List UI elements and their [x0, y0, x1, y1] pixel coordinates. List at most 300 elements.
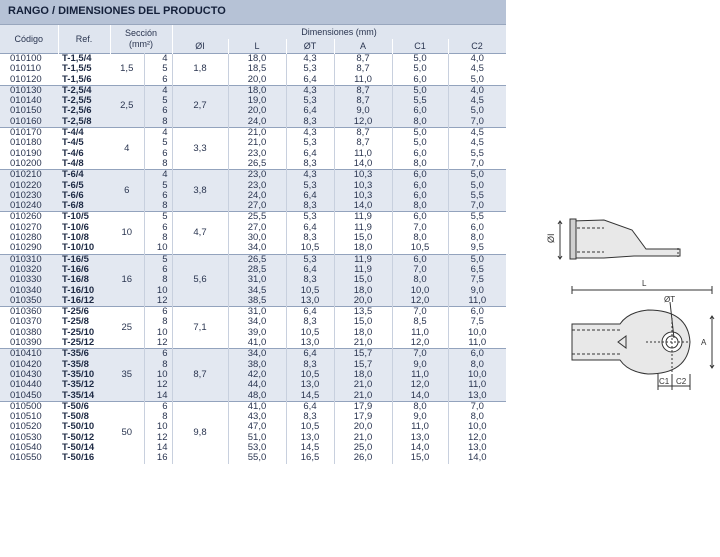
c1-cell: 8,0 — [392, 401, 448, 412]
section-cell: 35 — [110, 349, 144, 401]
l-cell: 34,0 — [228, 243, 286, 254]
section-cell: 1,5 — [110, 54, 144, 86]
sub-section-cell: 6 — [144, 401, 172, 412]
ref-cell: T-4/8 — [58, 159, 110, 170]
section-group — [0, 128, 506, 170]
t-cell: 6,4 — [286, 265, 334, 275]
table-row — [0, 401, 506, 412]
sub-section-cell: 10 — [144, 243, 172, 254]
sub-section-cell: 5 — [144, 64, 172, 74]
t-cell: 4,3 — [286, 128, 334, 139]
ref-cell: T-35/10 — [58, 370, 110, 380]
c2-cell: 7,0 — [448, 117, 506, 128]
table-row — [0, 223, 506, 233]
sub-section-cell: 6 — [144, 191, 172, 201]
code-cell: 010200 — [0, 159, 58, 170]
sub-section-cell: 6 — [144, 223, 172, 233]
l-cell: 26,5 — [228, 159, 286, 170]
length-label: L — [642, 279, 647, 288]
ref-cell: T-6/4 — [58, 170, 110, 181]
t-cell: 14,5 — [286, 443, 334, 453]
ref-cell: T-2,5/4 — [58, 85, 110, 96]
code-cell: 010370 — [0, 317, 58, 327]
l-cell: 24,0 — [228, 191, 286, 201]
c2-cell: 4,5 — [448, 96, 506, 106]
table-row — [0, 159, 506, 170]
ref-cell: T-10/10 — [58, 243, 110, 254]
table-row — [0, 138, 506, 148]
sub-section-cell: 8 — [144, 159, 172, 170]
t-cell: 8,3 — [286, 117, 334, 128]
c2-cell: 7,0 — [448, 201, 506, 212]
c1-cell: 6,0 — [392, 254, 448, 265]
t-cell: 14,5 — [286, 391, 334, 402]
sub-section-cell: 4 — [144, 54, 172, 65]
code-cell: 010240 — [0, 201, 58, 212]
section-cell: 10 — [110, 212, 144, 254]
l-cell: 55,0 — [228, 453, 286, 463]
code-cell: 010350 — [0, 296, 58, 307]
c2-cell: 7,0 — [448, 159, 506, 170]
c1-cell: 6,0 — [392, 75, 448, 86]
phi-i-cell: 2,7 — [172, 85, 228, 127]
c1-label: C1 — [659, 377, 670, 386]
code-cell: 010550 — [0, 453, 58, 463]
c2-cell: 11,0 — [448, 296, 506, 307]
c1-cell: 7,0 — [392, 349, 448, 360]
l-cell: 23,0 — [228, 149, 286, 159]
c1-cell: 6,0 — [392, 170, 448, 181]
sub-section-cell: 5 — [144, 138, 172, 148]
l-cell: 21,0 — [228, 128, 286, 139]
sub-section-cell: 5 — [144, 212, 172, 223]
c1-cell: 8,0 — [392, 201, 448, 212]
section-group — [0, 85, 506, 127]
code-cell: 010430 — [0, 370, 58, 380]
a-cell: 21,0 — [334, 338, 392, 349]
table-row — [0, 170, 506, 181]
t-cell: 13,0 — [286, 296, 334, 307]
t-cell: 13,0 — [286, 380, 334, 390]
c1-cell: 5,0 — [392, 54, 448, 65]
col-header-a: A — [334, 39, 392, 54]
phi-i-cell: 7,1 — [172, 307, 228, 349]
sub-section-cell: 12 — [144, 296, 172, 307]
ref-cell: T-1,5/6 — [58, 75, 110, 86]
code-cell: 010210 — [0, 170, 58, 181]
c1-cell: 5,5 — [392, 96, 448, 106]
code-cell: 010450 — [0, 391, 58, 402]
c2-cell: 4,5 — [448, 64, 506, 74]
l-cell: 41,0 — [228, 338, 286, 349]
table-row — [0, 191, 506, 201]
c1-cell: 9,0 — [392, 360, 448, 370]
a-cell: 10,3 — [334, 170, 392, 181]
c1-cell: 7,0 — [392, 223, 448, 233]
section-cell: 25 — [110, 307, 144, 349]
table-row — [0, 360, 506, 370]
code-cell: 010310 — [0, 254, 58, 265]
c1-cell: 5,0 — [392, 64, 448, 74]
table-row — [0, 317, 506, 327]
sub-section-cell: 14 — [144, 443, 172, 453]
l-cell: 18,0 — [228, 85, 286, 96]
a-cell: 13,5 — [334, 307, 392, 318]
table-row — [0, 149, 506, 159]
c2-cell: 4,0 — [448, 85, 506, 96]
c1-cell: 10,5 — [392, 243, 448, 254]
sub-section-cell: 8 — [144, 317, 172, 327]
t-cell: 10,5 — [286, 422, 334, 432]
l-cell: 31,0 — [228, 275, 286, 285]
ref-cell: T-16/5 — [58, 254, 110, 265]
table-row — [0, 422, 506, 432]
table-row — [0, 453, 506, 463]
c1-cell: 14,0 — [392, 391, 448, 402]
ref-cell: T-50/8 — [58, 412, 110, 422]
a-cell: 11,9 — [334, 265, 392, 275]
table-row — [0, 433, 506, 443]
table-row — [0, 307, 506, 318]
c1-cell: 14,0 — [392, 443, 448, 453]
c1-cell: 5,0 — [392, 128, 448, 139]
c2-cell: 6,0 — [448, 223, 506, 233]
phi-i-cell: 8,7 — [172, 349, 228, 401]
code-cell: 010330 — [0, 275, 58, 285]
l-cell: 44,0 — [228, 380, 286, 390]
a-cell: 18,0 — [334, 286, 392, 296]
c2-cell: 10,0 — [448, 370, 506, 380]
terminal-top-view-diagram — [558, 272, 720, 400]
code-cell: 010390 — [0, 338, 58, 349]
l-cell: 42,0 — [228, 370, 286, 380]
c2-cell: 8,0 — [448, 412, 506, 422]
c1-cell: 5,0 — [392, 85, 448, 96]
c2-cell: 13,0 — [448, 443, 506, 453]
a-cell: 8,7 — [334, 64, 392, 74]
col-header-codigo: Código — [0, 25, 58, 54]
ref-cell: T-50/12 — [58, 433, 110, 443]
c2-cell: 7,5 — [448, 275, 506, 285]
seccion-label: Sección — [124, 28, 158, 38]
l-cell: 18,5 — [228, 64, 286, 74]
a-cell: 8,7 — [334, 138, 392, 148]
c1-cell: 11,0 — [392, 328, 448, 338]
c2-cell: 5,5 — [448, 191, 506, 201]
c1-cell: 8,0 — [392, 275, 448, 285]
width-label: A — [701, 338, 707, 347]
sub-section-cell: 10 — [144, 422, 172, 432]
l-cell: 18,0 — [228, 54, 286, 65]
section-group — [0, 401, 506, 463]
c2-cell: 12,0 — [448, 433, 506, 443]
a-cell: 18,0 — [334, 243, 392, 254]
section-cell: 50 — [110, 401, 144, 463]
a-cell: 15,7 — [334, 349, 392, 360]
section-cell: 16 — [110, 254, 144, 306]
sub-section-cell: 8 — [144, 233, 172, 243]
ref-cell: T-16/8 — [58, 275, 110, 285]
c2-cell: 8,0 — [448, 360, 506, 370]
a-cell: 11,9 — [334, 254, 392, 265]
l-cell: 23,0 — [228, 181, 286, 191]
l-cell: 38,0 — [228, 360, 286, 370]
a-cell: 25,0 — [334, 443, 392, 453]
ref-cell: T-4/6 — [58, 149, 110, 159]
l-cell: 20,0 — [228, 75, 286, 86]
code-cell: 010140 — [0, 96, 58, 106]
ref-cell: T-35/12 — [58, 380, 110, 390]
phi-i-cell: 3,3 — [172, 128, 228, 170]
l-cell: 26,5 — [228, 254, 286, 265]
l-cell: 38,5 — [228, 296, 286, 307]
a-cell: 18,0 — [334, 328, 392, 338]
table-row — [0, 243, 506, 254]
a-cell: 20,0 — [334, 422, 392, 432]
l-cell: 27,0 — [228, 223, 286, 233]
a-cell: 20,0 — [334, 296, 392, 307]
t-cell: 10,5 — [286, 328, 334, 338]
t-cell: 5,3 — [286, 254, 334, 265]
table-row — [0, 64, 506, 74]
section-group — [0, 170, 506, 212]
t-cell: 6,4 — [286, 191, 334, 201]
code-cell: 010150 — [0, 106, 58, 116]
code-cell: 010180 — [0, 138, 58, 148]
c2-cell: 11,0 — [448, 338, 506, 349]
ref-cell: T-50/6 — [58, 401, 110, 412]
a-cell: 11,9 — [334, 223, 392, 233]
l-cell: 53,0 — [228, 443, 286, 453]
c2-cell: 4,5 — [448, 138, 506, 148]
table-row — [0, 443, 506, 453]
ref-cell: T-2,5/5 — [58, 96, 110, 106]
c1-cell: 6,0 — [392, 149, 448, 159]
a-cell: 11,0 — [334, 149, 392, 159]
c2-cell: 8,0 — [448, 233, 506, 243]
table-row — [0, 328, 506, 338]
c2-cell: 14,0 — [448, 453, 506, 463]
c1-cell: 11,0 — [392, 370, 448, 380]
table-row — [0, 181, 506, 191]
t-cell: 10,5 — [286, 370, 334, 380]
l-cell: 41,0 — [228, 401, 286, 412]
table-row — [0, 96, 506, 106]
col-header-t: ØT — [286, 39, 334, 54]
t-cell: 13,0 — [286, 338, 334, 349]
a-cell: 21,0 — [334, 391, 392, 402]
t-cell: 10,5 — [286, 243, 334, 254]
t-cell: 16,5 — [286, 453, 334, 463]
code-cell: 010530 — [0, 433, 58, 443]
table-row — [0, 128, 506, 139]
code-cell: 010260 — [0, 212, 58, 223]
c2-cell: 6,0 — [448, 349, 506, 360]
c1-cell: 9,0 — [392, 412, 448, 422]
a-cell: 11,0 — [334, 75, 392, 86]
c2-cell: 5,0 — [448, 254, 506, 265]
c1-cell: 12,0 — [392, 338, 448, 349]
a-cell: 12,0 — [334, 117, 392, 128]
col-header-phi: ØI — [172, 39, 228, 54]
sub-section-cell: 12 — [144, 338, 172, 349]
table-row — [0, 391, 506, 402]
c1-cell: 10,0 — [392, 286, 448, 296]
code-cell: 010110 — [0, 64, 58, 74]
t-cell: 6,4 — [286, 149, 334, 159]
code-cell: 010360 — [0, 307, 58, 318]
l-cell: 47,0 — [228, 422, 286, 432]
code-cell: 010340 — [0, 286, 58, 296]
sub-section-cell: 6 — [144, 149, 172, 159]
t-cell: 8,3 — [286, 412, 334, 422]
sub-section-cell: 14 — [144, 391, 172, 402]
t-cell: 5,3 — [286, 181, 334, 191]
phi-i-cell: 3,8 — [172, 170, 228, 212]
c2-cell: 4,0 — [448, 54, 506, 65]
sub-section-cell: 5 — [144, 96, 172, 106]
a-cell: 9,0 — [334, 106, 392, 116]
c2-cell: 7,0 — [448, 401, 506, 412]
l-cell: 43,0 — [228, 412, 286, 422]
section-cell: 2,5 — [110, 85, 144, 127]
sub-section-cell: 10 — [144, 328, 172, 338]
table-row — [0, 275, 506, 285]
c1-cell: 11,0 — [392, 422, 448, 432]
page-title: RANGO / DIMENSIONES DEL PRODUCTO — [8, 5, 226, 17]
code-cell: 010510 — [0, 412, 58, 422]
c1-cell: 15,0 — [392, 453, 448, 463]
c2-cell: 5,5 — [448, 149, 506, 159]
ref-cell: T-1,5/5 — [58, 64, 110, 74]
table-row — [0, 85, 506, 96]
t-cell: 8,3 — [286, 275, 334, 285]
table-row — [0, 412, 506, 422]
ref-cell: T-35/6 — [58, 349, 110, 360]
phi-i-cell: 1,8 — [172, 54, 228, 86]
c2-cell: 9,5 — [448, 243, 506, 254]
l-cell: 39,0 — [228, 328, 286, 338]
l-cell: 30,0 — [228, 233, 286, 243]
ref-cell: T-10/5 — [58, 212, 110, 223]
a-cell: 15,0 — [334, 275, 392, 285]
t-cell: 6,4 — [286, 401, 334, 412]
t-cell: 8,3 — [286, 317, 334, 327]
c1-cell: 8,5 — [392, 317, 448, 327]
code-cell: 010170 — [0, 128, 58, 139]
table-row — [0, 349, 506, 360]
a-cell: 17,9 — [334, 412, 392, 422]
a-cell: 15,0 — [334, 233, 392, 243]
sub-section-cell: 10 — [144, 370, 172, 380]
section-group — [0, 54, 506, 86]
c2-cell: 4,5 — [448, 128, 506, 139]
sub-section-cell: 6 — [144, 75, 172, 86]
sub-section-cell: 8 — [144, 275, 172, 285]
sub-section-cell: 6 — [144, 307, 172, 318]
ref-cell: T-35/14 — [58, 391, 110, 402]
col-header-seccion — [110, 25, 172, 54]
c2-cell: 9,0 — [448, 286, 506, 296]
c1-cell: 6,0 — [392, 212, 448, 223]
code-cell: 010120 — [0, 75, 58, 86]
section-group — [0, 307, 506, 349]
table-row — [0, 254, 506, 265]
ref-cell: T-10/8 — [58, 233, 110, 243]
a-cell: 10,3 — [334, 181, 392, 191]
col-header-c1: C1 — [392, 39, 448, 54]
a-cell: 8,7 — [334, 54, 392, 65]
terminal-side-view-diagram — [542, 208, 716, 268]
sub-section-cell: 6 — [144, 349, 172, 360]
l-cell: 34,0 — [228, 349, 286, 360]
c1-cell: 6,0 — [392, 106, 448, 116]
sub-section-cell: 6 — [144, 106, 172, 116]
seccion-unit: (mm²) — [129, 39, 153, 49]
l-cell: 34,0 — [228, 317, 286, 327]
page-title-bar — [0, 0, 506, 25]
a-cell: 15,0 — [334, 317, 392, 327]
ref-cell: T-50/10 — [58, 422, 110, 432]
l-cell: 31,0 — [228, 307, 286, 318]
ref-cell: T-35/8 — [58, 360, 110, 370]
l-cell: 20,0 — [228, 106, 286, 116]
sub-section-cell: 5 — [144, 254, 172, 265]
table-row — [0, 296, 506, 307]
ref-cell: T-25/8 — [58, 317, 110, 327]
l-cell: 25,5 — [228, 212, 286, 223]
ref-cell: T-6/6 — [58, 191, 110, 201]
ref-cell: T-4/4 — [58, 128, 110, 139]
l-cell: 21,0 — [228, 138, 286, 148]
ref-cell: T-16/10 — [58, 286, 110, 296]
code-cell: 010220 — [0, 181, 58, 191]
sub-section-cell: 4 — [144, 128, 172, 139]
phi-i-cell: 5,6 — [172, 254, 228, 306]
c2-cell: 6,0 — [448, 307, 506, 318]
t-cell: 8,3 — [286, 233, 334, 243]
code-cell: 010130 — [0, 85, 58, 96]
t-cell: 4,3 — [286, 54, 334, 65]
c2-cell: 5,0 — [448, 170, 506, 181]
l-cell: 34,5 — [228, 286, 286, 296]
sub-section-cell: 6 — [144, 265, 172, 275]
c1-cell: 7,0 — [392, 307, 448, 318]
sub-section-cell: 8 — [144, 201, 172, 212]
table-row — [0, 106, 506, 116]
code-cell: 010230 — [0, 191, 58, 201]
l-cell: 48,0 — [228, 391, 286, 402]
code-cell: 010500 — [0, 401, 58, 412]
t-cell: 4,3 — [286, 170, 334, 181]
t-cell: 5,3 — [286, 96, 334, 106]
section-group — [0, 254, 506, 306]
a-cell: 26,0 — [334, 453, 392, 463]
c1-cell: 8,0 — [392, 117, 448, 128]
c2-label: C2 — [676, 377, 687, 386]
a-cell: 14,0 — [334, 201, 392, 212]
col-header-l: L — [228, 39, 286, 54]
l-cell: 27,0 — [228, 201, 286, 212]
t-cell: 4,3 — [286, 85, 334, 96]
t-cell: 5,3 — [286, 212, 334, 223]
code-cell: 010540 — [0, 443, 58, 453]
col-header-c2: C2 — [448, 39, 506, 54]
c2-cell: 5,0 — [448, 75, 506, 86]
phi-i-cell: 4,7 — [172, 212, 228, 254]
table-row — [0, 75, 506, 86]
sub-section-cell: 4 — [144, 170, 172, 181]
